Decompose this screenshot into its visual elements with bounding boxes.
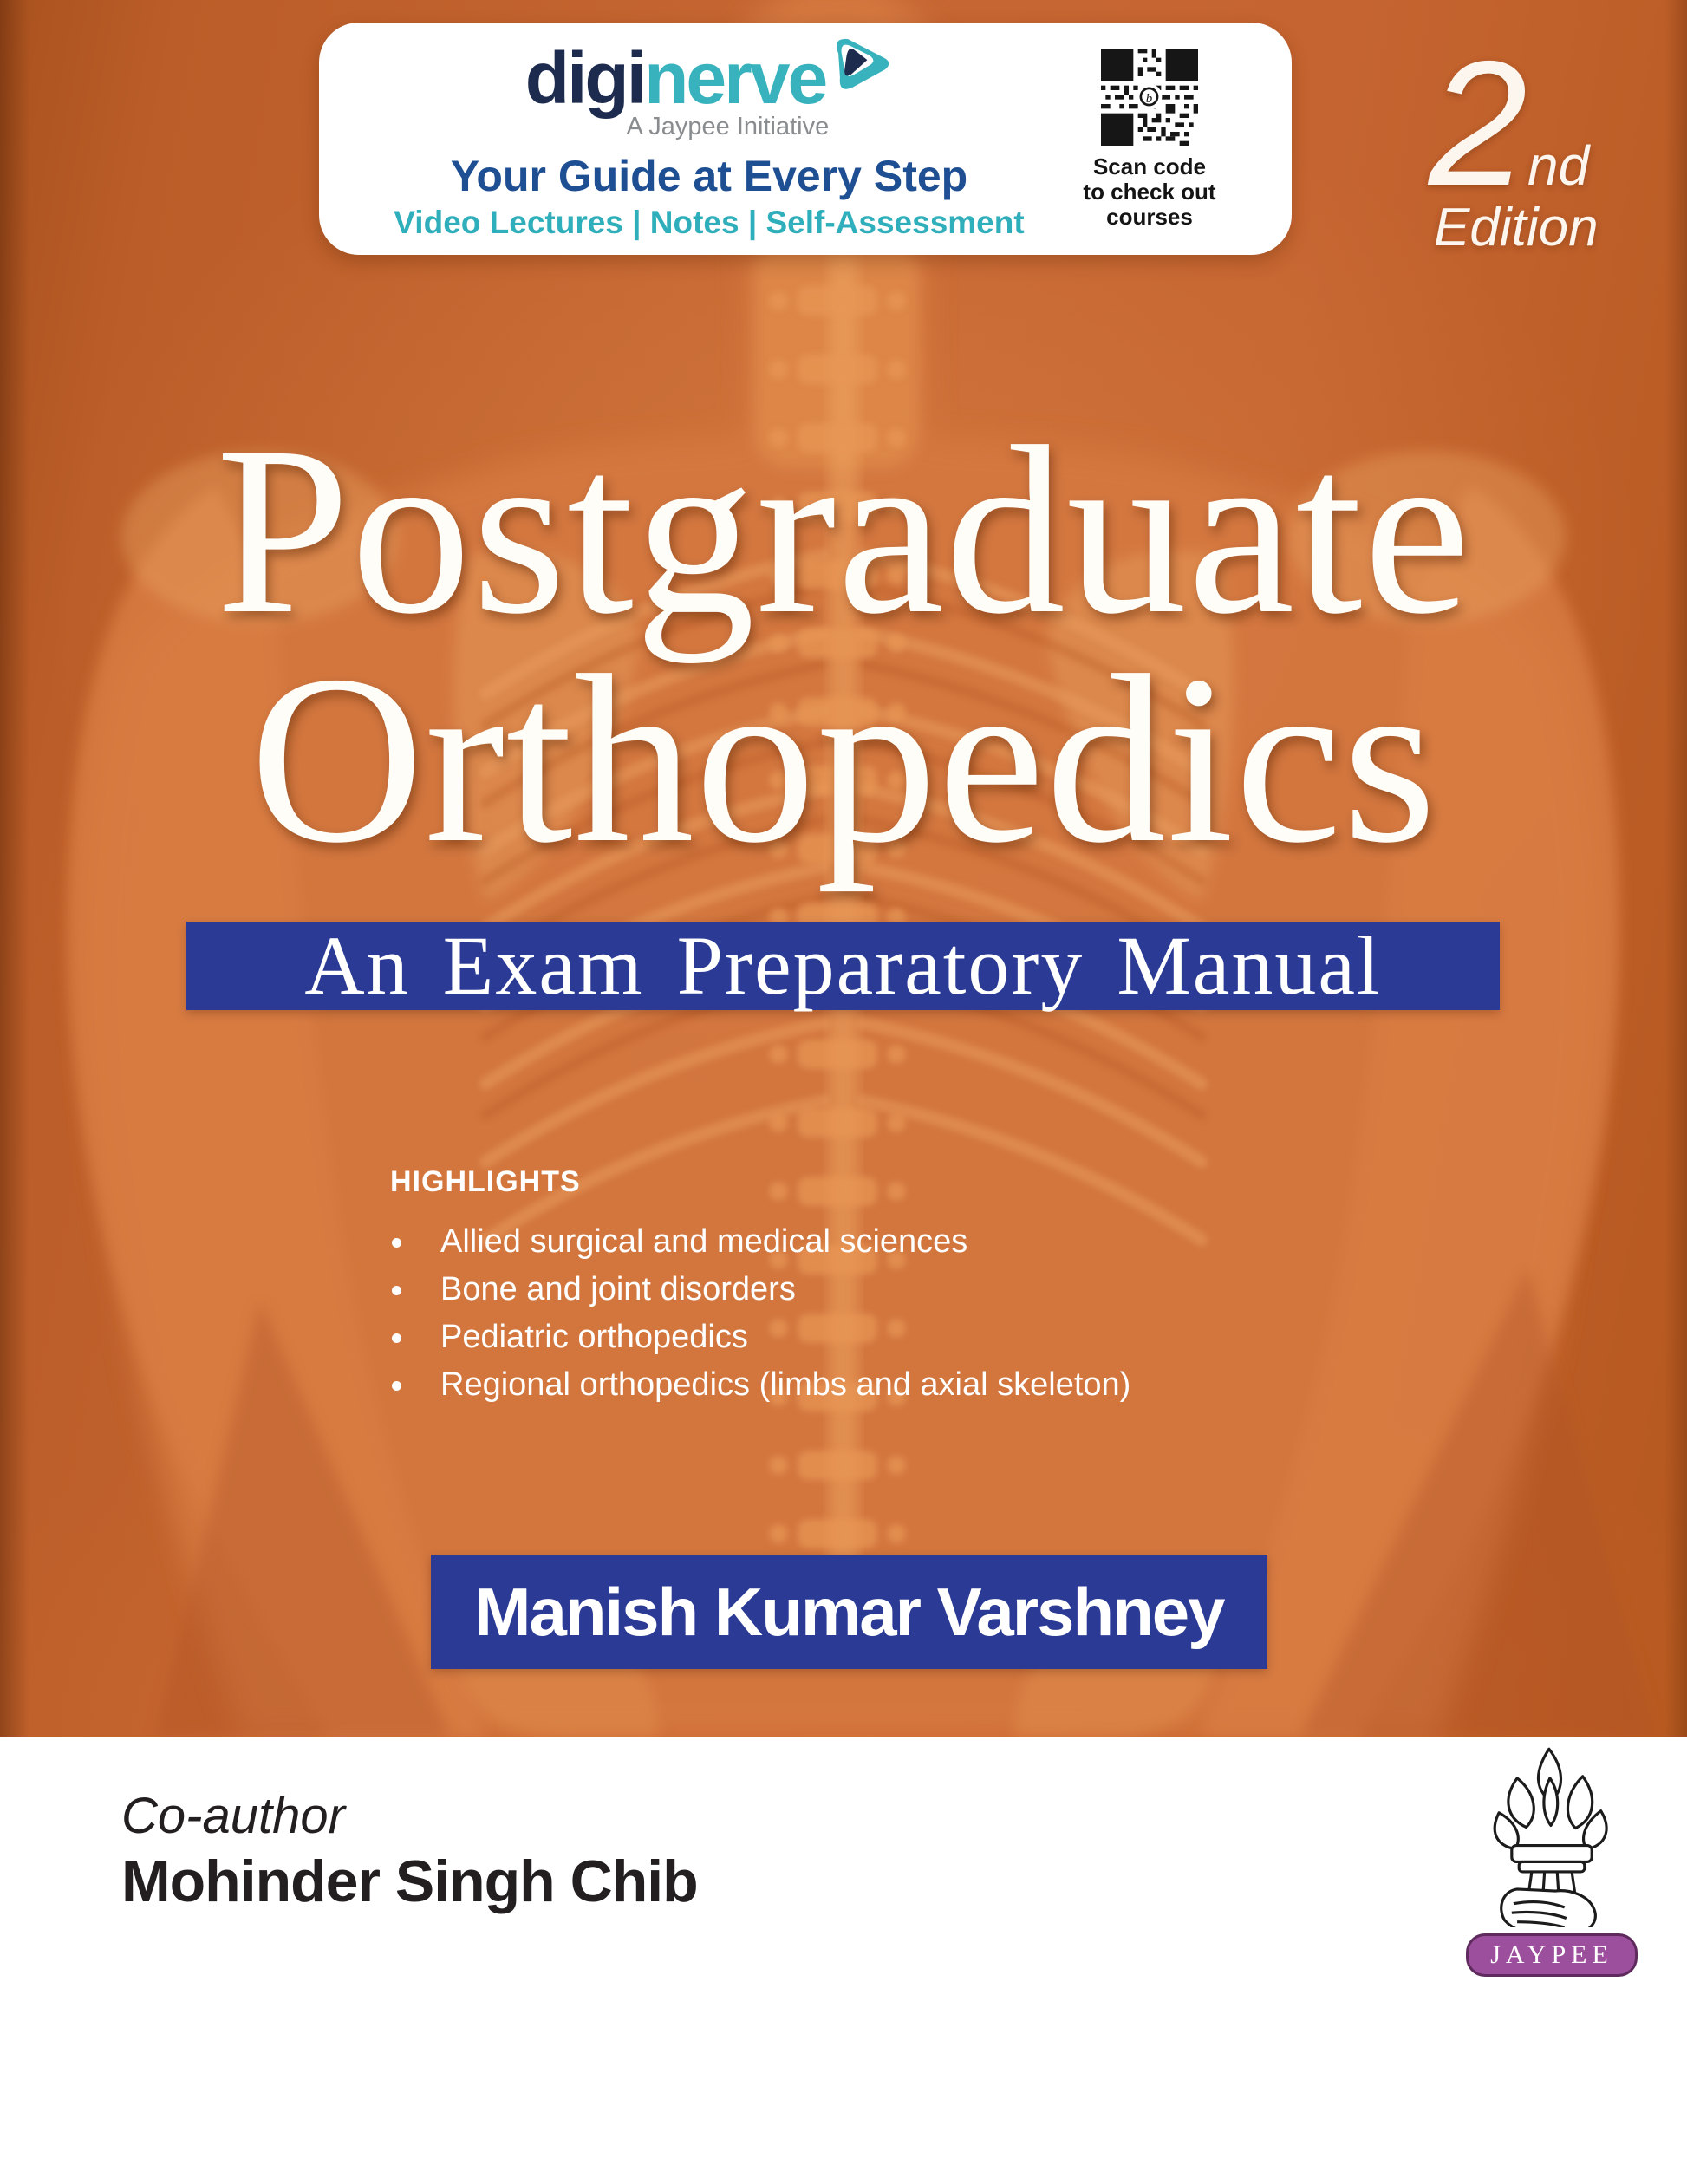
card-features: Video Lectures | Notes | Self-Assessment — [394, 205, 1025, 240]
qr-caption-line3: courses — [1106, 204, 1193, 230]
author-name: Manish Kumar Varshney — [474, 1574, 1224, 1650]
brand-arrow-icon — [829, 29, 893, 94]
brand-word-nerve: nerve — [644, 37, 826, 119]
edition-ordinal: nd — [1527, 134, 1590, 197]
diginerve-card — [319, 23, 1292, 255]
book-subtitle: An Exam Preparatory Manual — [304, 919, 1382, 1012]
book-title-line1: Postgraduate — [215, 397, 1472, 664]
card-headline: Your Guide at Every Step — [450, 152, 968, 200]
publisher-name: JAYPEE — [1490, 1940, 1613, 1969]
qr-caption-line2: to check out — [1083, 179, 1216, 205]
highlight-item: Regional orthopedics (limbs and axial skeleton) — [390, 1361, 1130, 1409]
highlights-list — [390, 1218, 1130, 1409]
coauthor-label: Co-author — [121, 1788, 345, 1844]
svg-text:b: b — [1145, 91, 1153, 106]
highlight-item: Allied surgical and medical sciences — [390, 1218, 1130, 1266]
highlight-item: Pediatric orthopedics — [390, 1314, 1130, 1361]
footer — [0, 1737, 1687, 2184]
book-title — [0, 397, 1687, 894]
highlight-item: Bone and joint disorders — [390, 1266, 1130, 1314]
edition-badge — [1429, 24, 1663, 258]
diginerve-logo — [524, 37, 893, 141]
qr-code-icon — [1101, 49, 1198, 146]
publisher-logo — [1435, 1744, 1669, 1977]
author-banner — [431, 1555, 1267, 1669]
publisher-pill — [1466, 1933, 1638, 1977]
subtitle-banner — [186, 919, 1500, 1012]
highlights-section — [390, 1165, 1130, 1409]
qr-caption-line1: Scan code — [1092, 153, 1207, 179]
book-title-line2: Orthopedics — [250, 626, 1437, 894]
diginerve-card-left — [371, 23, 1047, 255]
coauthor-name: Mohinder Singh Chib — [121, 1848, 698, 1914]
edition-number: 2 — [1429, 24, 1528, 223]
edition-word: Edition — [1434, 198, 1599, 258]
qr-block — [1044, 49, 1255, 230]
brand-word-digi: digi — [524, 37, 645, 119]
brand-tagline: A Jaypee Initiative — [626, 113, 830, 140]
torch-icon — [1461, 1744, 1643, 1927]
highlights-heading: HIGHLIGHTS — [390, 1165, 581, 1198]
